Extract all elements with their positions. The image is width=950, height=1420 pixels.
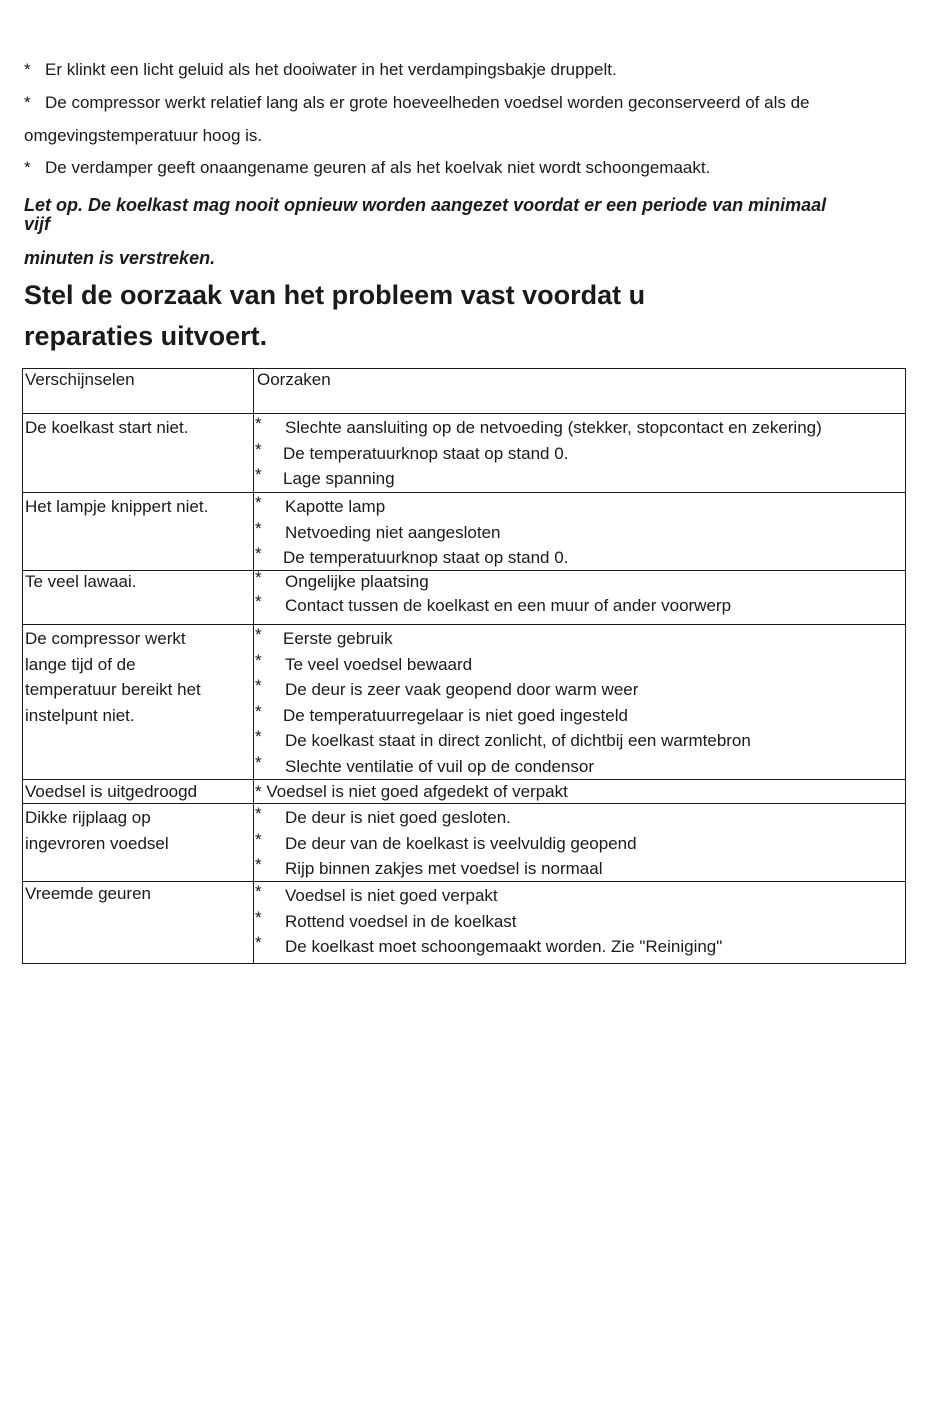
intro-bullet-3: * De verdamper geeft onaangename geuren af als het koelvak niet wordt schoongemaakt. bbox=[24, 158, 711, 177]
row-divider bbox=[23, 492, 905, 493]
symptom-cell: Het lampje knippert niet. bbox=[25, 497, 209, 516]
bullet-star: * bbox=[24, 93, 31, 112]
header-causes: Oorzaken bbox=[257, 370, 331, 389]
troubleshooting-table: Verschijnselen Oorzaken De koelkast start niet. * Slechte aansluiting op de netvoeding (stekker, stopcontact en zekering) * De temperatuurknop staat op stand 0. * Lage spanning Het lampje knippert niet. * Kapotte lamp * Netvoeding niet aangesloten * De temperatuurknop staat op stand 0. Te veel lawaai. * Ongelijke plaatsing * Contact tussen de koelkast en een muur of ander voorwerp De compressor werkt lange tijd of de temperatuur bereikt het instelpunt niet. * Eerste gebruik * Te veel voedsel bewaard * De deur is zeer vaak geopend door warm weer * De temperatuurregelaar is niet goed ingesteld * De koelkast staat in direct zonlicht, of dichtbij een warmtebron * Slechte ventilatie of vuil op de condensor Voedsel is uitgedroogd * Voedsel is niet goed afgedekt of verpakt Dikke rijplaag op ingevroren voedsel * De deur is niet goed gesloten. * De deur van de koelkast is veelvuldig geopend * Rijp binnen zakjes met voedsel is normaal Vreemde geuren * Voedsel is niet goed verpakt * Rottend voedsel in de koelkast * De koelkast moet schoongemaakt worden. Zie "Reiniging" bbox=[22, 368, 906, 964]
symptom-cell: Te veel lawaai. bbox=[25, 572, 137, 591]
bullet-star: * bbox=[24, 158, 31, 177]
symptom-cell: Vreemde geuren bbox=[25, 884, 152, 903]
intro-bullet-2-continuation: omgevingstemperatuur hoog is. bbox=[24, 126, 263, 145]
section-heading-line-1: Stel de oorzaak van het probleem vast voordat u bbox=[24, 280, 646, 310]
symptom-cell: Voedsel is uitgedroogd bbox=[25, 782, 198, 801]
symptom-cell: Dikke rijplaag op ingevroren voedsel bbox=[25, 808, 169, 853]
header-symptoms: Verschijnselen bbox=[25, 370, 135, 389]
note-line-1: Let op. De koelkast mag nooit opnieuw worden aangezet voordat er een periode van minimaal bbox=[24, 195, 827, 215]
symptom-cell: De koelkast start niet. bbox=[25, 418, 189, 437]
symptom-cell: De compressor werkt lange tijd of de temperatuur bereikt het instelpunt niet. bbox=[25, 629, 201, 725]
column-divider bbox=[253, 369, 254, 963]
row-divider bbox=[23, 413, 905, 414]
section-heading-line-2: reparaties uitvoert. bbox=[24, 321, 268, 351]
cause-item: * Voedsel is niet goed afgedekt of verpakt bbox=[255, 782, 568, 801]
bullet-star: * bbox=[24, 60, 31, 79]
note-line-3: minuten is verstreken. bbox=[24, 248, 216, 268]
note-line-2: vijf bbox=[24, 214, 51, 234]
intro-bullet-1: * Er klinkt een licht geluid als het dooiwater in het verdampingsbakje druppelt. bbox=[24, 60, 617, 79]
row-divider bbox=[23, 624, 905, 625]
intro-bullet-2: * De compressor werkt relatief lang als er grote hoeveelheden voedsel worden geconserveerd of als de bbox=[24, 93, 810, 112]
